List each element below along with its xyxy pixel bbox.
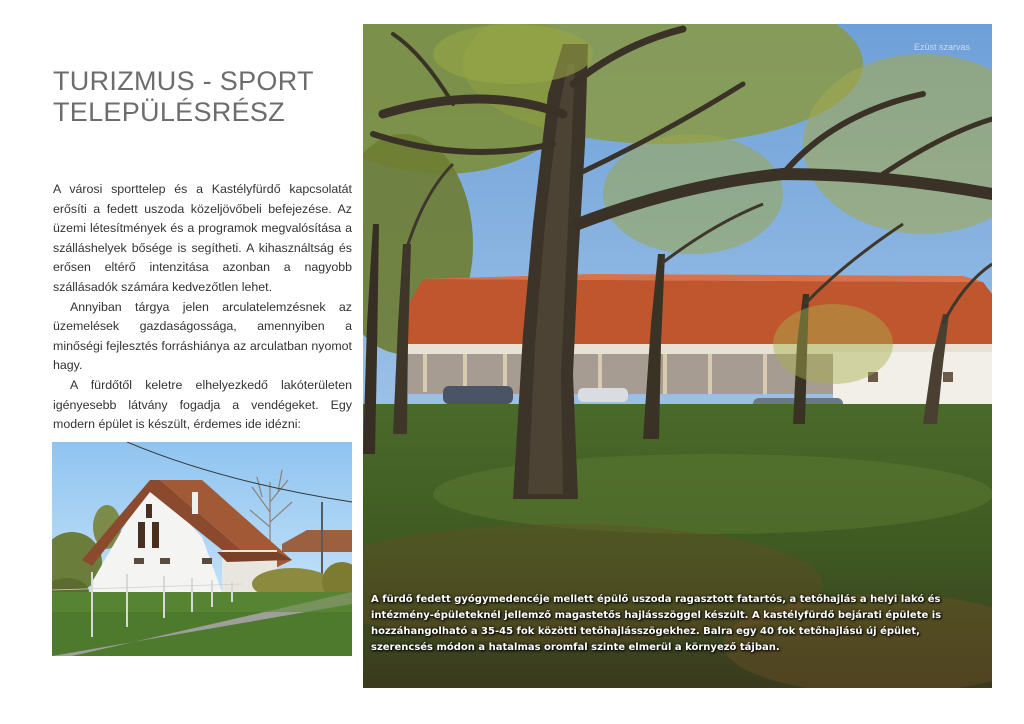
photo-watermark: Ezüst szarvas <box>913 42 970 52</box>
main-photo <box>363 24 992 688</box>
paragraph-1: A városi sporttelep és a Kastélyfürdő kapcsolatát erősíti a fedett uszoda közeljövőbeli befejezése. Az üzemi létesítmények és a programok megvalósítása a szálláshelyek bősége is segítheti. A kihasználtság és erősen eltérő intenzitása azonban a nagyobb szállásadók számára kedvezőtlen lehet. <box>53 182 352 294</box>
body-text <box>53 180 352 435</box>
house-photo <box>52 442 352 656</box>
paragraph-2: Annyiban tárgya jelen arculatelemzésnek az üzemelések gazdaságossága, amennyiben a minőségi fejlesztés forráshiánya az arculatban nyomot hagy. <box>53 299 352 373</box>
paragraph-3: A fürdőtől keletre elhelyezkedő lakóterületen igényesebb látvány fogadja a vendégeket. Egy modern épület is készült, érdemes ide idézni: <box>53 377 352 432</box>
title-line-1: TURIZMUS - SPORT <box>53 66 314 96</box>
title-line-2: TELEPÜLÉSRÉSZ <box>53 97 285 127</box>
house-photo-illustration <box>52 442 352 656</box>
page-title <box>53 66 353 128</box>
main-photo-illustration <box>363 24 992 688</box>
photo-caption: A fürdő fedett gyógymedencéje mellett épülő uszoda ragasztott fatartós, a tetőhajlás a helyi lakó és intézmény-épületeknél jellemző magastetős hajlásszöggel készült. A kastélyfürdő bejárati épülete is hozzáhangolható a 35-45 fok közötti tetőhajlásszögekhez. Balra egy 40 fok tetőhajlású új épület, szerencsés módon a hatalmas oromfal szinte elmerül a környező tájban. <box>371 594 942 653</box>
